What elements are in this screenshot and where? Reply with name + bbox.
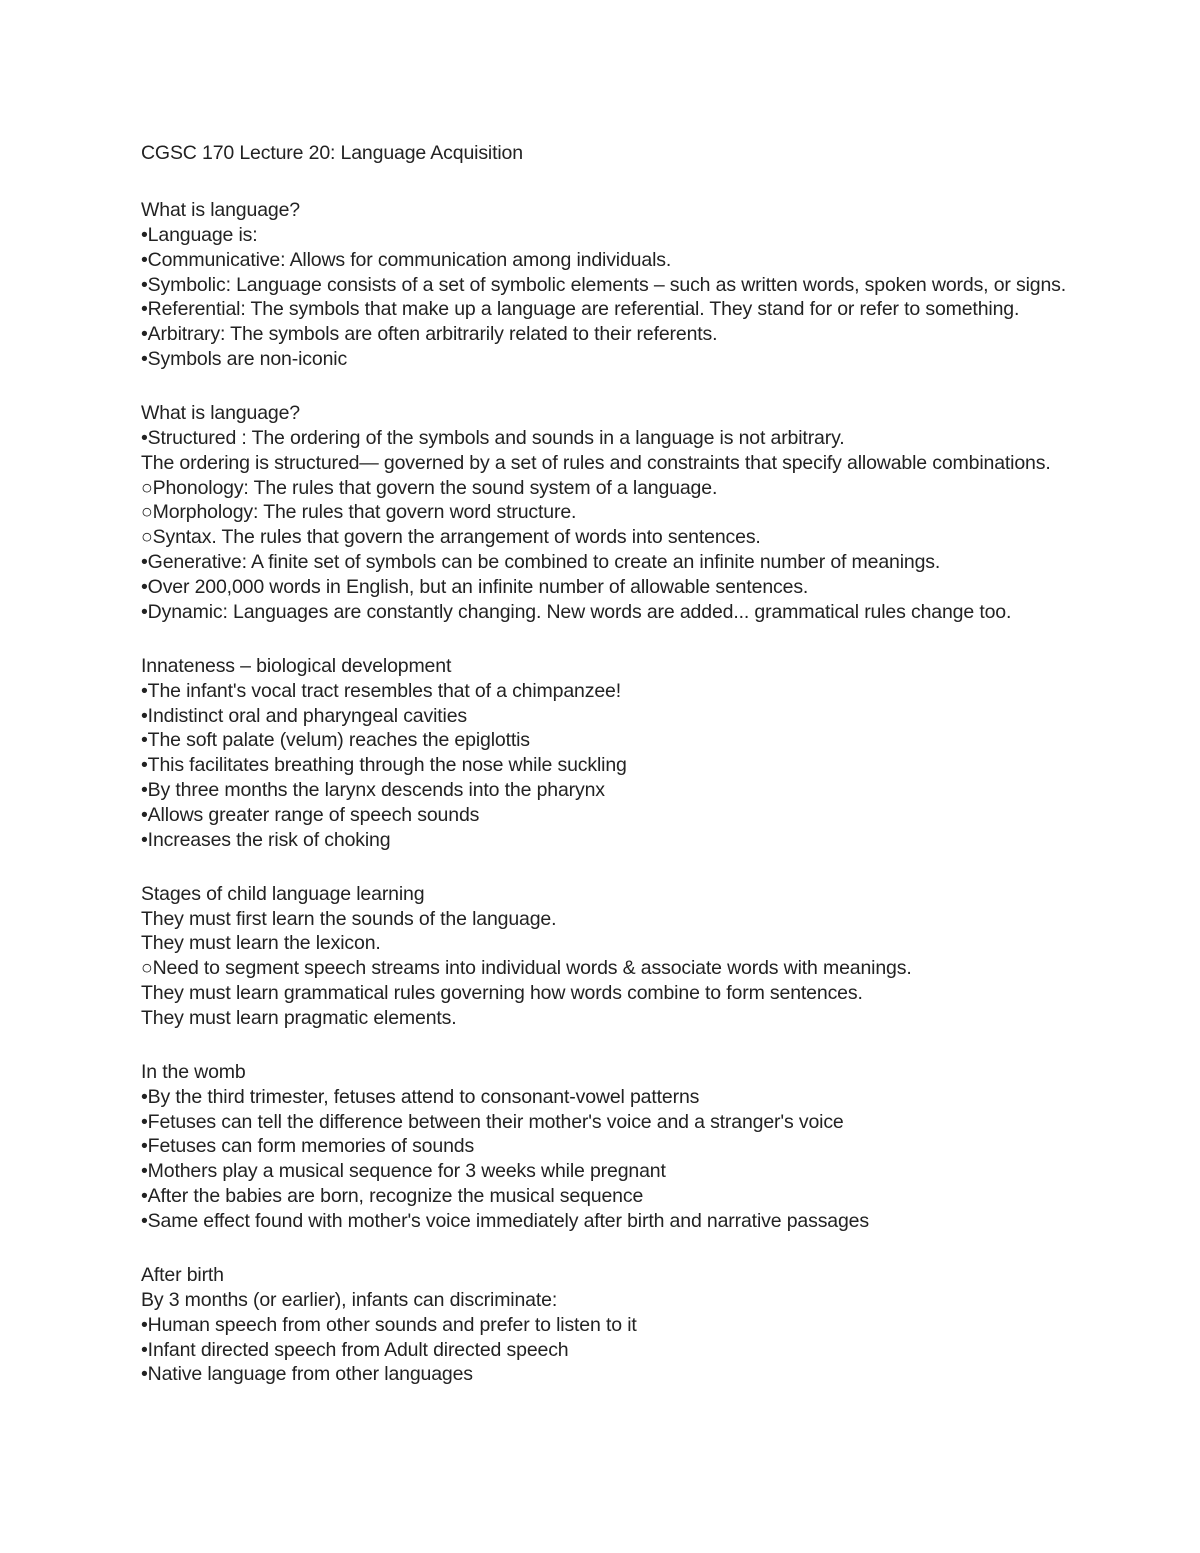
list-item: •Same effect found with mother's voice immediately after birth and narrative passages <box>141 1210 869 1233</box>
section-heading: In the womb <box>141 1060 246 1083</box>
section-in-the-womb <box>141 1060 1193 1234</box>
list-item: •By three months the larynx descends into the pharynx <box>141 779 605 802</box>
spacer <box>141 625 1193 654</box>
list-item: •Fetuses can tell the difference between their mother's voice and a stranger's voice <box>141 1110 844 1133</box>
section-heading: After birth <box>141 1263 224 1286</box>
list-item: The ordering is structured— governed by a set of rules and constraints that specify allowable combinations. <box>141 451 1051 474</box>
section-stages <box>141 882 1193 1031</box>
list-item: ○Morphology: The rules that govern word structure. <box>141 501 577 524</box>
section-after-birth <box>141 1263 1193 1387</box>
document-title: CGSC 170 Lecture 20: Language Acquisition <box>141 142 523 164</box>
list-item: •By the third trimester, fetuses attend to consonant-vowel patterns <box>141 1085 700 1108</box>
list-item: •Over 200,000 words in English, but an infinite number of allowable sentences. <box>141 576 809 599</box>
list-item: By 3 months (or earlier), infants can discriminate: <box>141 1288 558 1311</box>
list-item: ○Need to segment speech streams into individual words & associate words with meanings. <box>141 957 912 980</box>
spacer <box>141 372 1193 401</box>
section-heading: What is language? <box>141 401 300 424</box>
list-item: •Fetuses can form memories of sounds <box>141 1135 475 1158</box>
list-item: •This facilitates breathing through the nose while suckling <box>141 754 627 777</box>
list-item: They must learn the lexicon. <box>141 932 381 955</box>
document-body <box>141 141 1193 1387</box>
section-what-is-language-1 <box>141 198 1193 372</box>
list-item: They must learn grammatical rules governing how words combine to form sentences. <box>141 982 863 1005</box>
list-item: •Structured : The ordering of the symbols and sounds in a language is not arbitrary. <box>141 426 845 449</box>
list-item: •Allows greater range of speech sounds <box>141 804 480 827</box>
list-item: •Infant directed speech from Adult directed speech <box>141 1338 569 1361</box>
list-item: ○Syntax. The rules that govern the arrangement of words into sentences. <box>141 526 761 549</box>
list-item: •The infant's vocal tract resembles that of a chimpanzee! <box>141 679 621 702</box>
list-item: ○Phonology: The rules that govern the sound system of a language. <box>141 476 718 499</box>
list-item: •Native language from other languages <box>141 1363 473 1386</box>
list-item: •Indistinct oral and pharyngeal cavities <box>141 704 468 727</box>
spacer <box>141 166 1193 198</box>
list-item: •Symbols are non-iconic <box>141 348 348 371</box>
list-item: •Language is: <box>141 223 258 246</box>
section-what-is-language-2 <box>141 401 1193 625</box>
list-item: •Referential: The symbols that make up a language are referential. They stand for or refer to something. <box>141 298 1020 321</box>
spacer <box>141 1031 1193 1060</box>
section-heading: What is language? <box>141 198 300 221</box>
spacer <box>141 853 1193 882</box>
list-item: They must first learn the sounds of the language. <box>141 907 557 930</box>
list-item: •Mothers play a musical sequence for 3 weeks while pregnant <box>141 1160 666 1183</box>
section-innateness <box>141 654 1193 853</box>
section-heading: Stages of child language learning <box>141 882 425 905</box>
list-item: •Dynamic: Languages are constantly changing. New words are added... grammatical rules change too. <box>141 601 1012 624</box>
list-item: •Generative: A finite set of symbols can be combined to create an infinite number of meanings. <box>141 551 941 574</box>
list-item: •Human speech from other sounds and prefer to listen to it <box>141 1313 637 1336</box>
list-item: •Increases the risk of choking <box>141 828 391 851</box>
list-item: •After the babies are born, recognize the musical sequence <box>141 1185 644 1208</box>
list-item: •Arbitrary: The symbols are often arbitrarily related to their referents. <box>141 323 718 346</box>
list-item: •The soft palate (velum) reaches the epiglottis <box>141 729 530 752</box>
list-item: •Communicative: Allows for communication among individuals. <box>141 248 672 271</box>
list-item: •Symbolic: Language consists of a set of symbolic elements – such as written words, spoken words, or signs. <box>141 273 1067 296</box>
spacer <box>141 1234 1193 1263</box>
section-heading: Innateness – biological development <box>141 654 452 677</box>
list-item: They must learn pragmatic elements. <box>141 1007 457 1030</box>
